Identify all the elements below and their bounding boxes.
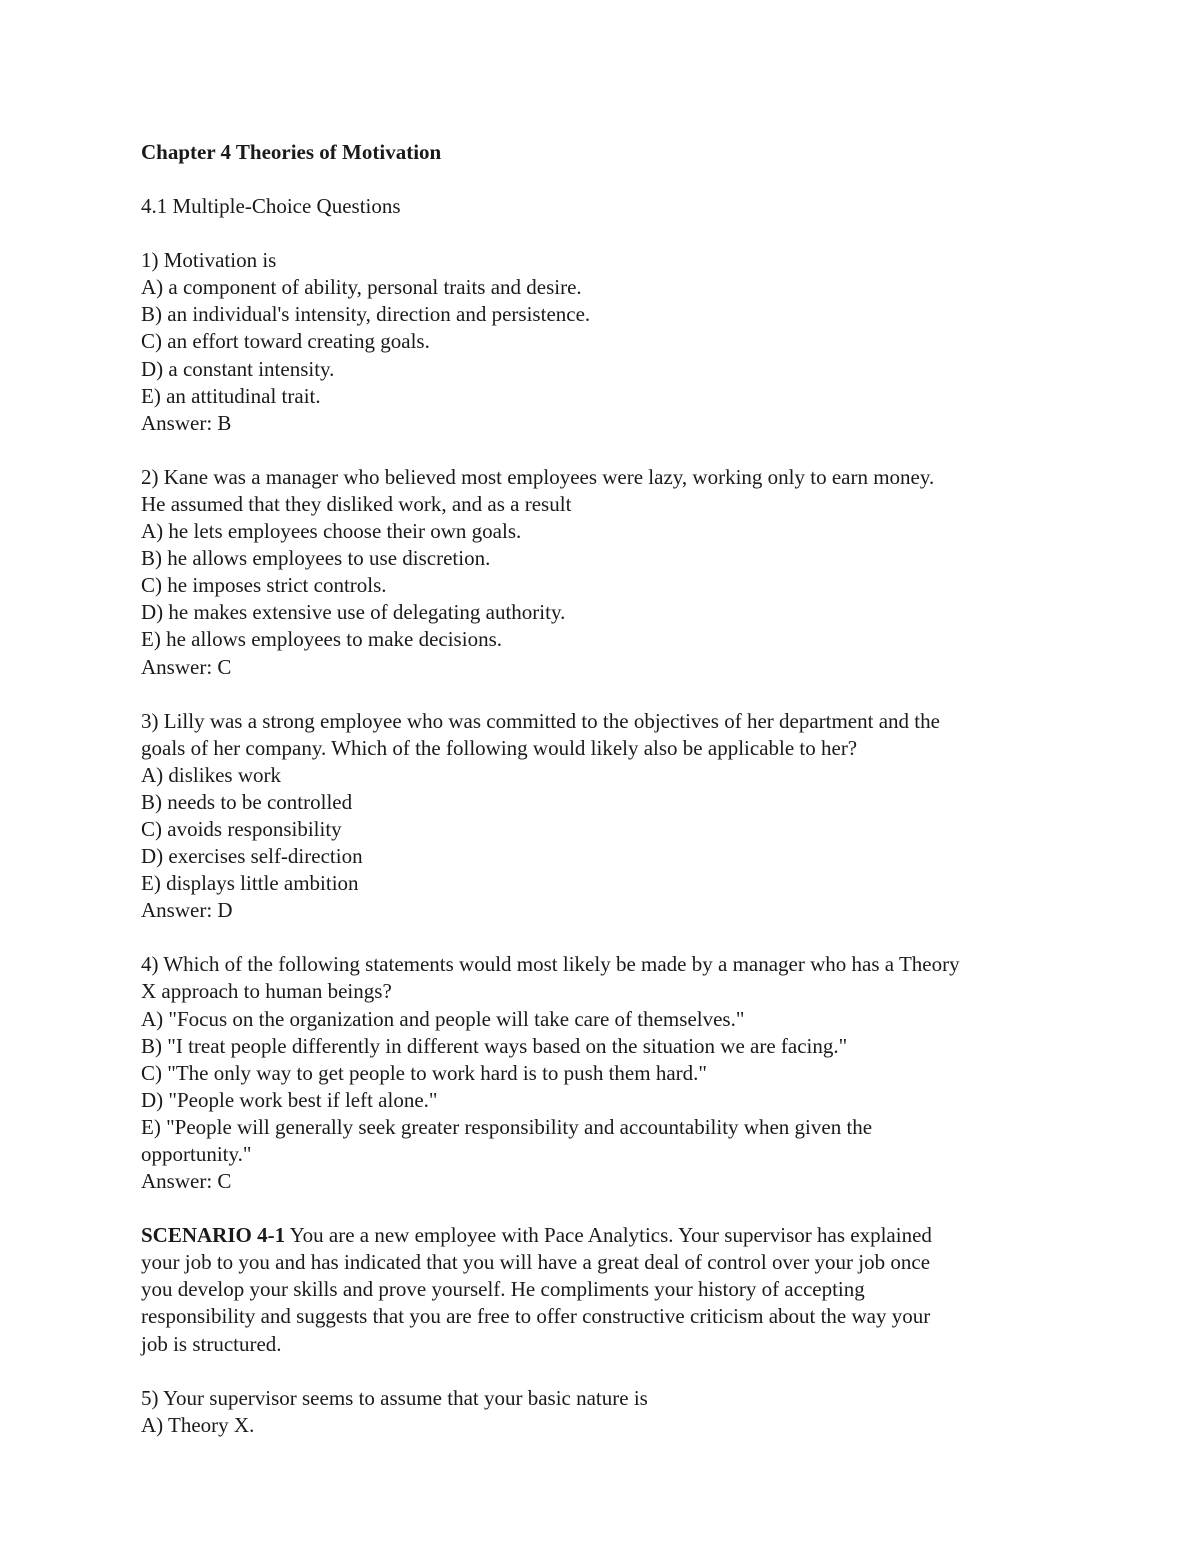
answer-option: A) Theory X. bbox=[141, 1412, 255, 1437]
scenario-text: job is structured. bbox=[141, 1331, 282, 1356]
question-2 bbox=[141, 464, 1071, 681]
question-stem: He assumed that they disliked work, and as a result bbox=[141, 491, 572, 516]
answer-option: B) needs to be controlled bbox=[141, 789, 353, 814]
answer-key: Answer: B bbox=[141, 410, 232, 435]
section-title: 4.1 Multiple-Choice Questions bbox=[141, 194, 401, 219]
question-stem: 3) Lilly was a strong employee who was committed to the objectives of her department and the bbox=[141, 708, 940, 733]
answer-option: E) he allows employees to make decisions. bbox=[141, 627, 502, 652]
answer-option: B) he allows employees to use discretion. bbox=[141, 546, 491, 571]
answer-option: C) "The only way to get people to work hard is to push them hard." bbox=[141, 1060, 707, 1085]
question-stem: 1) Motivation is bbox=[141, 248, 277, 273]
question-1 bbox=[141, 247, 1071, 437]
answer-key: Answer: C bbox=[141, 654, 232, 679]
answer-option: E) displays little ambition bbox=[141, 871, 359, 896]
answer-option: A) dislikes work bbox=[141, 762, 281, 787]
answer-option: E) "People will generally seek greater responsibility and accountability when given the bbox=[141, 1114, 873, 1139]
question-stem: 2) Kane was a manager who believed most employees were lazy, working only to earn money. bbox=[141, 464, 935, 489]
scenario-text: You are a new employee with Pace Analytics. Your supervisor has explained bbox=[285, 1223, 932, 1248]
scenario-text: responsibility and suggests that you are free to offer constructive criticism about the way your bbox=[141, 1304, 931, 1329]
answer-option: B) an individual's intensity, direction and persistence. bbox=[141, 302, 591, 327]
question-5 bbox=[141, 1385, 1071, 1439]
answer-option: D) a constant intensity. bbox=[141, 356, 335, 381]
scenario-4-1 bbox=[141, 1222, 1071, 1357]
answer-key: Answer: D bbox=[141, 898, 233, 923]
answer-option: A) "Focus on the organization and people will take care of themselves." bbox=[141, 1006, 745, 1031]
scenario-label: SCENARIO 4-1 bbox=[141, 1223, 286, 1248]
scenario-text: your job to you and has indicated that you will have a great deal of control over your job once bbox=[141, 1250, 931, 1275]
chapter-title: Chapter 4 Theories of Motivation bbox=[141, 140, 442, 164]
answer-option: D) exercises self-direction bbox=[141, 844, 363, 869]
answer-option: B) "I treat people differently in different ways based on the situation we are facing." bbox=[141, 1033, 848, 1058]
answer-option: C) an effort toward creating goals. bbox=[141, 329, 430, 354]
answer-option: C) he imposes strict controls. bbox=[141, 573, 387, 598]
answer-option: D) "People work best if left alone." bbox=[141, 1087, 438, 1112]
question-stem: 5) Your supervisor seems to assume that your basic nature is bbox=[141, 1385, 648, 1410]
answer-option: A) he lets employees choose their own goals. bbox=[141, 519, 522, 544]
scenario-first-line bbox=[141, 1222, 1071, 1249]
scenario-text: you develop your skills and prove yourself. He compliments your history of accepting bbox=[141, 1277, 865, 1302]
question-stem: 4) Which of the following statements would most likely be made by a manager who has a Theory bbox=[141, 952, 960, 977]
answer-option: opportunity." bbox=[141, 1142, 252, 1166]
answer-option: D) he makes extensive use of delegating authority. bbox=[141, 600, 566, 625]
question-stem: goals of her company. Which of the following would likely also be applicable to her? bbox=[141, 735, 858, 760]
question-3 bbox=[141, 708, 1071, 925]
document-page bbox=[141, 139, 1071, 1466]
answer-option: A) a component of ability, personal traits and desire. bbox=[141, 275, 582, 300]
answer-option: E) an attitudinal trait. bbox=[141, 383, 321, 408]
answer-option: C) avoids responsibility bbox=[141, 816, 342, 841]
answer-key: Answer: C bbox=[141, 1169, 232, 1194]
question-stem: X approach to human beings? bbox=[141, 979, 392, 1004]
question-4 bbox=[141, 951, 1071, 1195]
